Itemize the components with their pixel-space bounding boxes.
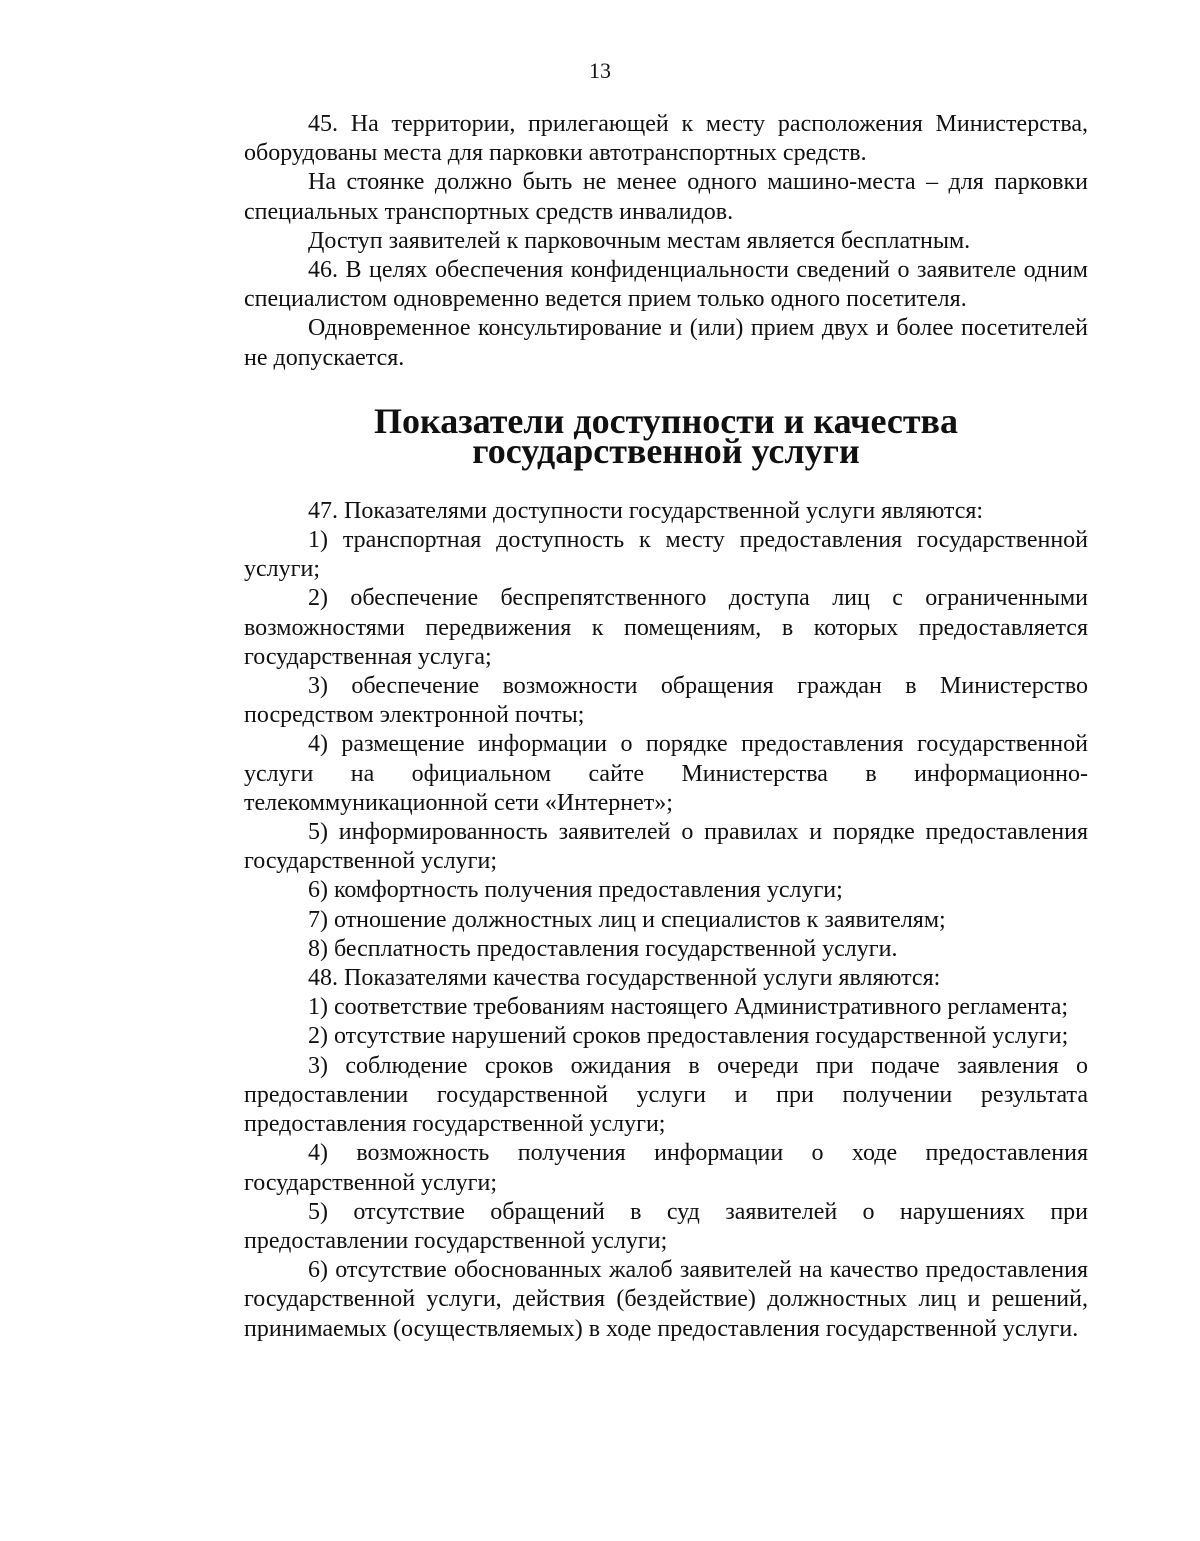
- paragraph-46: 46. В целях обеспечения конфиденциальности сведений о заявителе одним специалистом одновременно ведется прием только одного посетителя.: [244, 257, 1088, 313]
- paragraph-parking-disabled: На стоянке должно быть не менее одного машино-места – для парковки специальных транспортных средств инвалидов.: [244, 169, 1088, 225]
- list-item-47-7: 7) отношение должностных лиц и специалистов к заявителям;: [308, 906, 946, 933]
- list-item-48-3: 3) соблюдение сроков ожидания в очереди при подаче заявления о предоставлении государственной услуги и при получении результата предоставления государственной услуги;: [244, 1052, 1088, 1138]
- list-item-48-5: 5) отсутствие обращений в суд заявителей о нарушениях при предоставлении государственной услуги;: [244, 1198, 1088, 1254]
- list-item-48-2: 2) отсутствие нарушений сроков предоставления государственной услуги;: [308, 1023, 1069, 1050]
- list-item-47-1: 1) транспортная доступность к месту предоставления государственной услуги;: [244, 527, 1088, 583]
- paragraph-45: 45. На территории, прилегающей к месту расположения Министерства, оборудованы места для парковки автотранспортных средств.: [244, 111, 1088, 167]
- paragraph-47: 47. Показателями доступности государственной услуги являются:: [308, 497, 984, 524]
- list-item-48-6: 6) отсутствие обоснованных жалоб заявителей на качество предоставления государственной услуги, действия (бездействие) должностных лиц и решений, принимаемых (осуществляемых) в ходе предоставления государственной услуги.: [244, 1257, 1088, 1342]
- section-heading: Показатели доступности и качества государственной услуги: [374, 400, 958, 471]
- list-item-47-2: 2) обеспечение беспрепятственного доступа лиц с ограниченными возможностями передвижения к помещениям, в которых предоставляется государственная услуга;: [244, 585, 1088, 670]
- list-item-48-1: 1) соответствие требованиям настоящего Административного регламента;: [308, 994, 1069, 1021]
- list-item-47-6: 6) комфортность получения предоставления услуги;: [308, 877, 843, 904]
- page-number: 13: [589, 58, 611, 83]
- list-item-47-8: 8) бесплатность предоставления государственной услуги.: [308, 935, 898, 962]
- paragraph-48: 48. Показателями качества государственной услуги являются:: [308, 965, 941, 992]
- list-item-47-3: 3) обеспечение возможности обращения граждан в Министерство посредством электронной почты;: [244, 673, 1088, 729]
- list-item-48-4: 4) возможность получения информации о ходе предоставления государственной услуги;: [244, 1140, 1088, 1196]
- list-item-47-4: 4) размещение информации о порядке предоставления государственной услуги на официальном сайте Министерства в информационно-телекоммуникационной сети «Интернет»;: [244, 731, 1088, 816]
- document-body: [244, 110, 1088, 1344]
- paragraph-consultation: Одновременное консультирование и (или) прием двух и более посетителей не допускается.: [244, 315, 1088, 371]
- list-item-47-5: 5) информированность заявителей о правилах и порядке предоставления государственной услуги;: [244, 819, 1088, 875]
- paragraph-parking-free: Доступ заявителей к парковочным местам является бесплатным.: [308, 227, 971, 254]
